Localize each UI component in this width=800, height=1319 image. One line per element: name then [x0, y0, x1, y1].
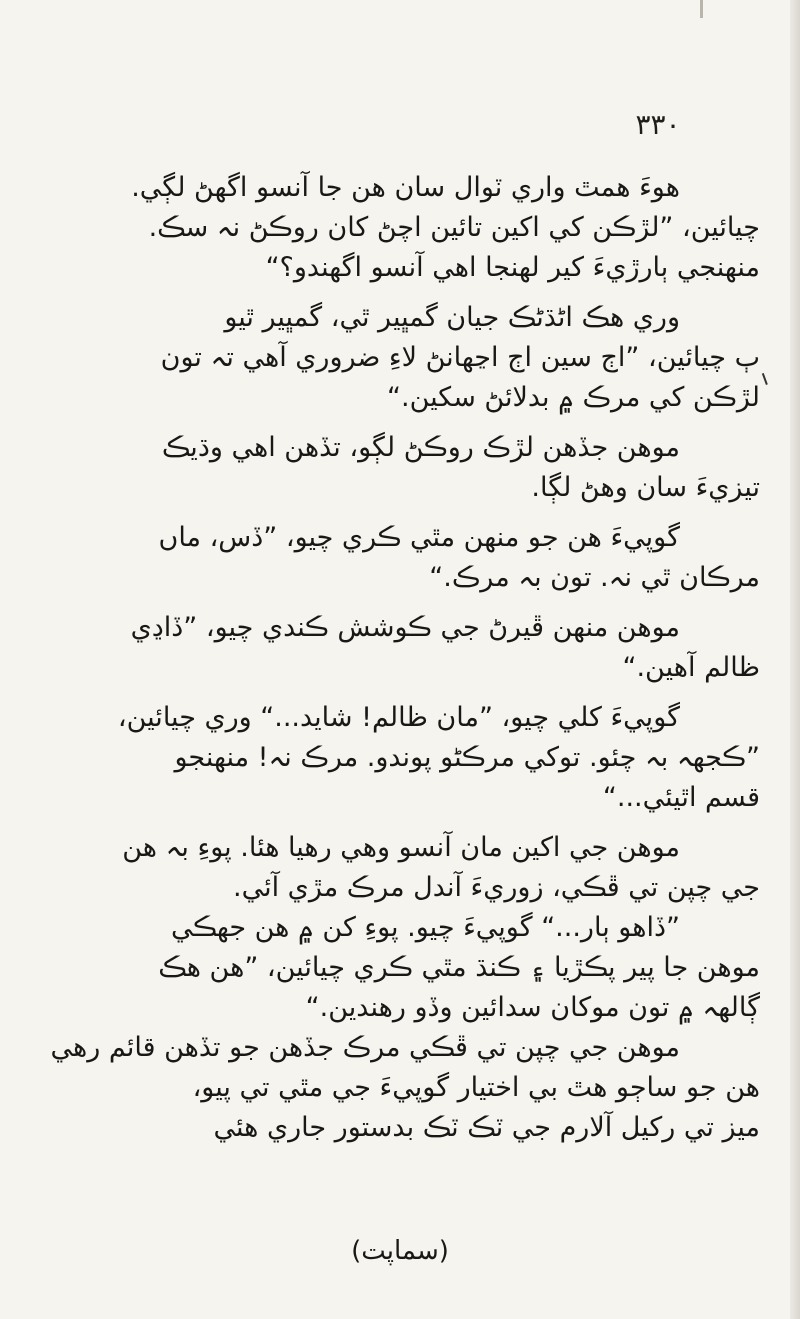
page-number: ٣٣٠	[635, 108, 681, 141]
text-line: مرڪان ٿي نہ. تون بہ مرڪ.“	[429, 562, 760, 593]
text-line: موهن جڏهن لڙڪ روڪڻ لڳو، تڏهن اهي وڌيڪ	[161, 432, 680, 463]
text-line: تيزيءَ سان وهڻ لڳا.	[531, 472, 760, 503]
text-line: ”ڏاهو ٻار...“ گوپيءَ چيو. پوءِ کن ۾ هن جهڪي	[170, 912, 680, 943]
text-line: جي چپن تي ڦڪي، زوريءَ آندل مرڪ مڙي آئي.	[233, 872, 760, 903]
text-line: گوپيءَ هن جو منهن مٿي ڪري چيو، ”ڏس، ماں	[158, 522, 680, 553]
text-line: چيائين، ”لڙڪن کي اکين تائين اچڻ کان روڪڻ نہ سڪ.	[148, 212, 760, 243]
text-line: ميز تي رکيل آلارم جي ٽڪ ٽڪ بدستور جاري هئي	[213, 1112, 760, 1143]
text-line: وري هڪ اڻڌڻڪ جيان گمڀير ٿي، گمڀير ٿيو	[224, 302, 680, 333]
text-line: ظالم آهين.“	[622, 652, 760, 683]
text-line: ٻ چيائين، ”اڄ سين اڄ اڃهانڻ لاءِ ضروري آهي تہ تون	[160, 342, 760, 373]
page-crease-mark	[700, 0, 703, 18]
text-line: ”ڪجهہ بہ چئو. توکي مرڪڻو پوندو. مرڪ نہ! منهنجو	[174, 742, 760, 773]
closing-mark: (سماپت)	[351, 1236, 449, 1266]
text-line: موهن جي چپن تي ڦڪي مرڪ جڏهن جو تڏهن قائم رهي	[50, 1032, 680, 1063]
text-line: موهن منهن ڦيرڻ جي ڪوشش ڪندي چيو، ”ڏاڍي	[130, 612, 680, 643]
text-line: لڙڪن کي مرڪ ۾ بدلائڻ سکين.“	[387, 382, 760, 413]
text-line: قسم اٿيئي...“	[602, 782, 760, 813]
text-line: هوءَ همٿ واري ٽوال سان هن جا آنسو اگهڻ لڳي.	[131, 172, 680, 203]
page-edge-shadow	[790, 0, 800, 1319]
text-line: موهن جا پير پڪڙيا ۽ ڪنڌ مٿي ڪري چيائين، ”هن هڪ	[158, 952, 760, 983]
body-text	[40, 168, 760, 1148]
text-line: هن جو ساڄو هٿ بي اختيار گوپيءَ جي مٿي تي پيو،	[192, 1072, 760, 1103]
text-line: ڳالهہ ۾ تون موکان سدائين وڏو رهندين.“	[305, 992, 760, 1023]
text-line: موهن جي اکين مان آنسو وهي رهيا هئا. پوءِ بہ هن	[122, 832, 680, 863]
text-line: گوپيءَ کلي چيو، ”مان ظالم! شايد...“ وري چيائين،	[117, 702, 680, 733]
text-line: منهنجي ٻارڙيءَ کير لهنجا اهي آنسو اگهندو؟“	[265, 252, 760, 283]
